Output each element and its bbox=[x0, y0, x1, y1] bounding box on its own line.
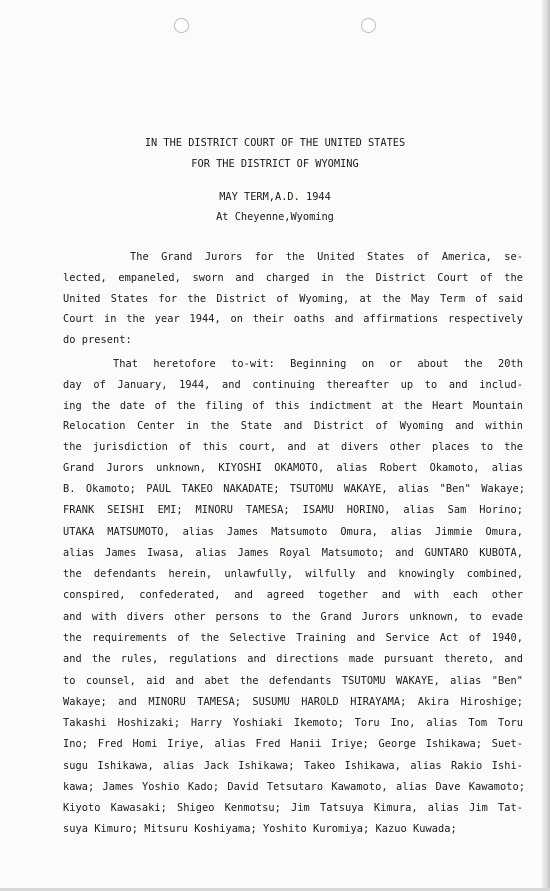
body-line: and with divers other persons to the Grand Jurors unknown, to evade bbox=[63, 611, 523, 623]
body-line: do present: bbox=[63, 334, 132, 346]
body-line: kawa; James Yoshio Kado; David Tetsutaro Kawamoto, alias Dave Kawamoto; bbox=[63, 781, 525, 793]
body-line: ing the date of the filing of this indictment at the Heart Mountain bbox=[63, 400, 523, 412]
punch-hole-right bbox=[361, 18, 376, 33]
body-line: UTAKA MATSUMOTO, alias James Matsumoto Omura, alias Jimmie Omura, bbox=[63, 526, 523, 538]
body-line: Grand Jurors unknown, KIYOSHI OKAMOTO, alias Robert Okamoto, alias bbox=[63, 462, 523, 474]
court-title-line-2: FOR THE DISTRICT OF WYOMING bbox=[191, 158, 359, 170]
body-line: alias James Iwasa, alias James Royal Matsumoto; and GUNTARO KUBOTA, bbox=[63, 547, 523, 559]
body-line: lected, empaneled, sworn and charged in the District Court of the bbox=[63, 272, 523, 284]
body-line: That heretofore to-wit: Beginning on or about the 20th bbox=[113, 358, 523, 370]
term-line: MAY TERM,A.D. 1944 bbox=[219, 191, 331, 203]
body-line: day of January, 1944, and continuing thereafter up to and includ- bbox=[63, 379, 523, 391]
body-line: the requirements of the Selective Training and Service Act of 1940, bbox=[63, 632, 523, 644]
body-line: Wakaye; and MINORU TAMESA; SUSUMU HAROLD HIRAYAMA; Akira Hiroshige; bbox=[63, 696, 523, 708]
body-line: suya Kimuro; Mitsuru Koshiyama; Yoshito Kuromiya; Kazuo Kuwada; bbox=[63, 823, 457, 835]
body-line: Ino; Fred Homi Iriye, alias Fred Hanii Iriye; George Ishikawa; Suet- bbox=[63, 738, 523, 750]
body-line: Court in the year 1944, on their oaths and affirmations respectively bbox=[63, 313, 523, 325]
body-line: Relocation Center in the State and District of Wyoming and within bbox=[63, 420, 523, 432]
body-line: FRANK SEISHI EMI; MINORU TAMESA; ISAMU HORINO, alias Sam Horino; bbox=[63, 504, 523, 516]
court-title-line-1: IN THE DISTRICT COURT OF THE UNITED STATES bbox=[144, 137, 406, 149]
body-line: conspired, confederated, and agreed together and with each other bbox=[63, 589, 523, 601]
location-line: At Cheyenne,Wyoming bbox=[216, 211, 334, 223]
body-line: the defendants herein, unlawfully, wilfully and knowingly combined, bbox=[63, 568, 523, 580]
body-line: to counsel, aid and abet the defendants TSUTOMU WAKAYE, alias "Ben" bbox=[63, 675, 523, 687]
body-line: B. Okamoto; PAUL TAKEO NAKADATE; TSUTOMU WAKAYE, alias "Ben" Wakaye; bbox=[63, 483, 525, 495]
punch-hole-left bbox=[174, 18, 189, 33]
body-line: Takashi Hoshizaki; Harry Yoshiaki Ikemoto; Toru Ino, alias Tom Toru bbox=[63, 717, 523, 729]
body-line: United States for the District of Wyoming, at the May Term of said bbox=[63, 293, 523, 305]
body-line: sugu Ishikawa, alias Jack Ishikawa; Takeo Ishikawa, alias Rakio Ishi- bbox=[63, 760, 523, 772]
scan-edge bbox=[542, 0, 548, 891]
body-line: Kiyoto Kawasaki; Shigeo Kenmotsu; Jim Tatsuya Kimura, alias Jim Tat- bbox=[63, 802, 523, 814]
body-line: and the rules, regulations and directions made pursuant thereto, and bbox=[63, 653, 523, 665]
body-line: The Grand Jurors for the United States of America, se- bbox=[130, 251, 523, 263]
body-line: the jurisdiction of this court, and at divers other places to the bbox=[63, 441, 523, 453]
